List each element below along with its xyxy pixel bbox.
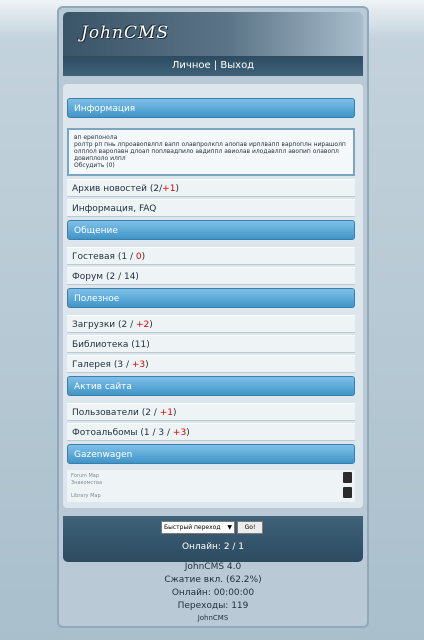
menu-item-guestbook[interactable]: Гостевая (1 / 0) (67, 247, 355, 265)
online-time-text: Онлайн: 00:00:00 (171, 588, 255, 598)
site-logo[interactable]: JohnCMS (81, 23, 170, 43)
news-title: вп ерепонола (74, 134, 118, 141)
section-header-useful: Полезное (67, 288, 355, 308)
user-menu (63, 56, 363, 76)
page-container (57, 6, 369, 628)
compression-text: Сжатие вкл. (62.2%) (164, 575, 262, 585)
transitions-text: Переходы: 119 (177, 601, 249, 611)
menu-item-news-archive[interactable]: Архив новостей (2/+1) (67, 179, 355, 197)
exit-link[interactable]: Выход (220, 60, 255, 71)
menu-item-gallery[interactable]: Галерея (3 / +3) (67, 355, 355, 373)
section-header-activity: Актив сайта (67, 376, 355, 396)
chevron-down-icon: ▼ (227, 524, 232, 531)
menu-item-users[interactable]: Пользователи (2 / +1) (67, 403, 355, 421)
news-discuss-link[interactable]: Обсудить (0) (74, 162, 115, 169)
go-button[interactable]: Go! (237, 521, 263, 534)
bottom-info (59, 561, 367, 623)
personal-link[interactable]: Личное (171, 60, 211, 71)
news-text: ролтр рп пнь лпроавопвлпл вапп олавпролкпл алопав ирплвапп варпоплн нирашолп олплол варолавн длоап поплвадпило авдиппл авиолав илодавлпл авопип олавопл довиплоло илпл (74, 141, 346, 162)
copyright-link[interactable]: JohnCMS (197, 614, 229, 622)
quick-jump-select[interactable]: Быстрый переход ▼ (161, 521, 235, 534)
section-header-info: Информация (67, 98, 355, 118)
menu-item-photo-albums[interactable]: Фотоальбомы (1 / 3 / +3) (67, 423, 355, 441)
section-header-gazenwagen: Gazenwagen (67, 444, 355, 464)
gazenwagen-links (67, 470, 355, 502)
header (63, 12, 363, 56)
library-map-link[interactable]: Library Map (71, 493, 101, 499)
menu-item-downloads[interactable]: Загрузки (2 / +2) (67, 315, 355, 333)
version-text: JohnCMS 4.0 (184, 562, 242, 572)
menu-item-info-faq[interactable]: Информация, FAQ (67, 199, 355, 217)
scroll-up-icon[interactable] (343, 472, 352, 483)
footer-bar (63, 516, 363, 562)
forum-map-link[interactable]: Forum Map (71, 473, 99, 479)
menu-separator: | (213, 60, 218, 71)
section-header-community: Общение (67, 220, 355, 240)
menu-item-library[interactable]: Библиотека (11) (67, 335, 355, 353)
online-counter: Онлайн: 2 / 1 (181, 542, 245, 552)
dating-link[interactable]: Знакомства (71, 480, 103, 486)
scroll-down-icon[interactable] (343, 487, 352, 498)
main-content (63, 84, 363, 508)
menu-item-forum[interactable]: Форум (2 / 14) (67, 267, 355, 285)
news-block (67, 128, 355, 176)
